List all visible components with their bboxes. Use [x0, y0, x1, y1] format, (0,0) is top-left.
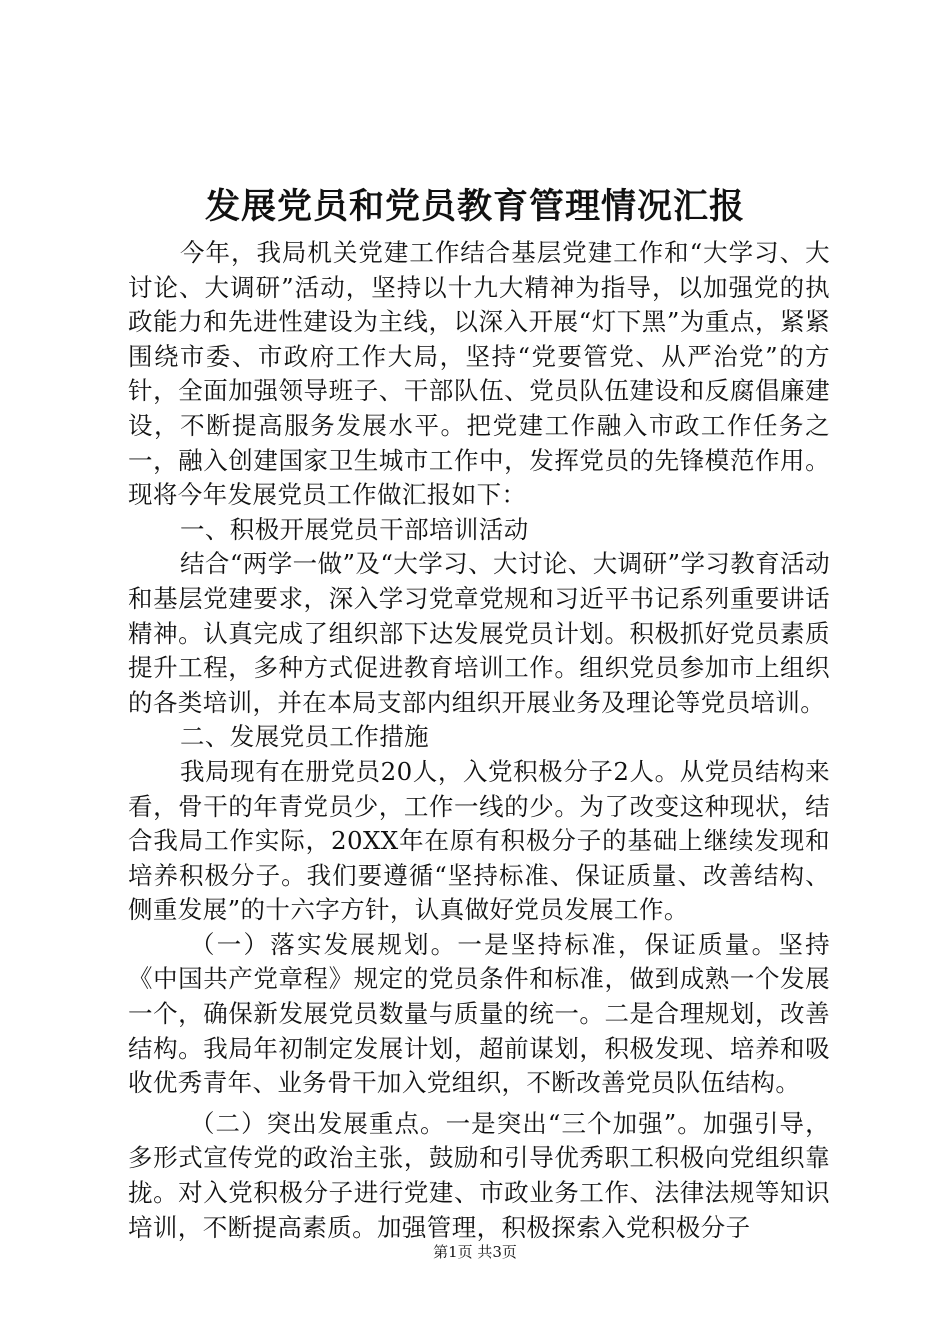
subsection-2-paragraph: （二）突出发展重点。一是突出“三个加强”。加强引导，多形式宣传党的政治主张，鼓励和引导优秀职工积极向党组织靠拢。对入党积极分子进行党建、市政业务工作、法律法规等知识培训，不断提高素质。加强管理，积极探索入党积极分子 — [128, 1108, 830, 1242]
section-heading-2: 二、发展党员工作措施 — [180, 722, 429, 752]
section-1-paragraph: 结合“两学一做”及“大学习、大讨论、大调研”学习教育活动和基层党建要求，深入学习党章党规和习近平书记系列重要讲话精神。认真完成了组织部下达发展党员计划。积极抓好党员素质提升工程，多种方式促进教育培训工作。组织党员参加市上组织的各类培训，并在本局支部内组织开展业务及理论等党员培训。 — [128, 549, 830, 717]
document-body — [128, 236, 830, 1245]
document-title: 发展党员和党员教育管理情况汇报 — [204, 186, 745, 227]
intro-paragraph: 今年，我局机关党建工作结合基层党建工作和“大学习、大讨论、大调研”活动，坚持以十九大精神为指导，以加强党的执政能力和先进性建设为主线，以深入开展“灯下黑”为重点，紧紧围绕市委、市政府工作大局，坚持“党要管党、从严治党”的方针，全面加强领导班子、干部队伍、党员队伍建设和反腐倡廉建设，不断提高服务发展水平。把党建工作融入市政工作任务之一，融入创建国家卫生城市工作中，发挥党员的先锋模范作用。现将今年发展党员工作做汇报如下： — [128, 238, 830, 510]
subsection-1-paragraph: （一）落实发展规划。一是坚持标准，保证质量。坚持《中国共产党章程》规定的党员条件和标准，做到成熟一个发展一个，确保新发展党员数量与质量的统一。二是合理规划，改善结构。我局年初制定发展计划，超前谋划，积极发现、培养和吸收优秀青年、业务骨干加入党组织，不断改善党员队伍结构。 — [128, 929, 830, 1098]
section-2-paragraph: 我局现有在册党员20人，入党积极分子2人。从党员结构来看，骨干的年青党员少，工作一线的少。为了改变这种现状，结合我局工作实际，20XX年在原有积极分子的基础上继续发现和培养积极分子。我们要遵循“坚持标准、保证质量、改善结构、侧重发展”的十六字方针，认真做好党员发展工作。 — [128, 756, 830, 925]
section-heading-1: 一、积极开展党员干部培训活动 — [180, 514, 529, 544]
page-number-footer: 第1页 共3页 — [433, 1243, 517, 1261]
